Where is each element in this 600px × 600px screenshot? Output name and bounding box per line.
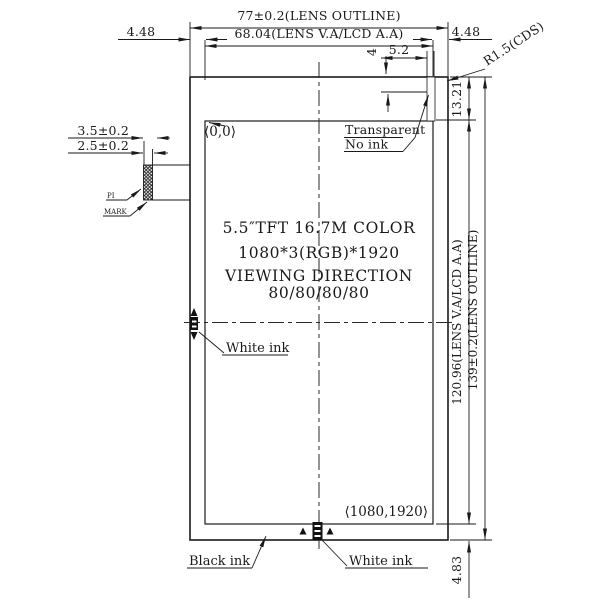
dim-va-height-label: 120.96(LENS V.A/LCD A.A): [450, 239, 464, 405]
dim-notch-width-label: 5.2: [388, 42, 410, 57]
dim-va-width-label: 68.04(LENS V.A/LCD A.A): [234, 26, 404, 41]
origin-coordinate: [204, 123, 236, 141]
down-arrow-icon: [191, 332, 198, 340]
up-arrow-icon: [300, 528, 307, 535]
black-ink-label: Black ink: [189, 554, 251, 569]
spec-line-4: 80/80/80/80: [268, 284, 370, 302]
black-ink-callout: [187, 536, 266, 569]
dim-notch-depth-label: 4: [364, 47, 379, 57]
dim-left-margin-label: 4.48: [126, 24, 156, 39]
spec-line-1: 5.5″TFT 16.7M COLOR: [222, 219, 416, 237]
up-arrow-icon: [191, 308, 198, 316]
dim-right-margin-label: 4.48: [451, 24, 481, 39]
dim-mark-outer-label: 3.5±0.2: [77, 123, 129, 138]
white-ink-bottom-label: White ink: [349, 554, 413, 569]
pi-label: PI: [107, 192, 115, 200]
no-ink-label: No ink: [345, 136, 389, 152]
dim-top-band: [436, 77, 492, 120]
mark-rectangle: [144, 165, 153, 200]
transparent-label: Transparent: [345, 122, 426, 137]
dim-bottom-band-label: 4.83: [449, 555, 464, 585]
dim-notch-depth: [364, 48, 427, 112]
dim-lens-height-label: 139±0.2(LENS OUTLINE): [466, 229, 480, 391]
dim-top-band-label: 13.21: [449, 80, 464, 118]
endpoint-label: ⟨1080,1920⟩: [344, 504, 428, 520]
dim-lens-width-label: 77±0.2(LENS OUTLINE): [237, 8, 401, 23]
ink-dot: [191, 317, 199, 330]
dim-notch-width: [381, 42, 434, 77]
dim-bottom-band: [449, 541, 469, 598]
dim-left-margin: [118, 24, 227, 40]
mark-label: MARK: [104, 208, 127, 216]
spec-line-2: 1080*3(RGB)*1920: [238, 244, 400, 262]
alignment-mark: [68, 123, 190, 216]
panel-spec-text: [223, 219, 416, 302]
spec-line-3: VIEWING DIRECTION: [225, 267, 413, 285]
dim-mark-inner-label: 2.5±0.2: [77, 138, 129, 153]
dim-corner-radius-label: R1.5(CDS): [480, 18, 547, 69]
up-arrow-icon: [327, 528, 334, 535]
transparent-callout: [344, 95, 429, 152]
white-ink-left-label: White ink: [226, 341, 290, 356]
dim-right-margin: [413, 24, 492, 40]
origin-label: ⟨0,0⟩: [204, 124, 237, 140]
transparent-notch: [427, 77, 435, 121]
